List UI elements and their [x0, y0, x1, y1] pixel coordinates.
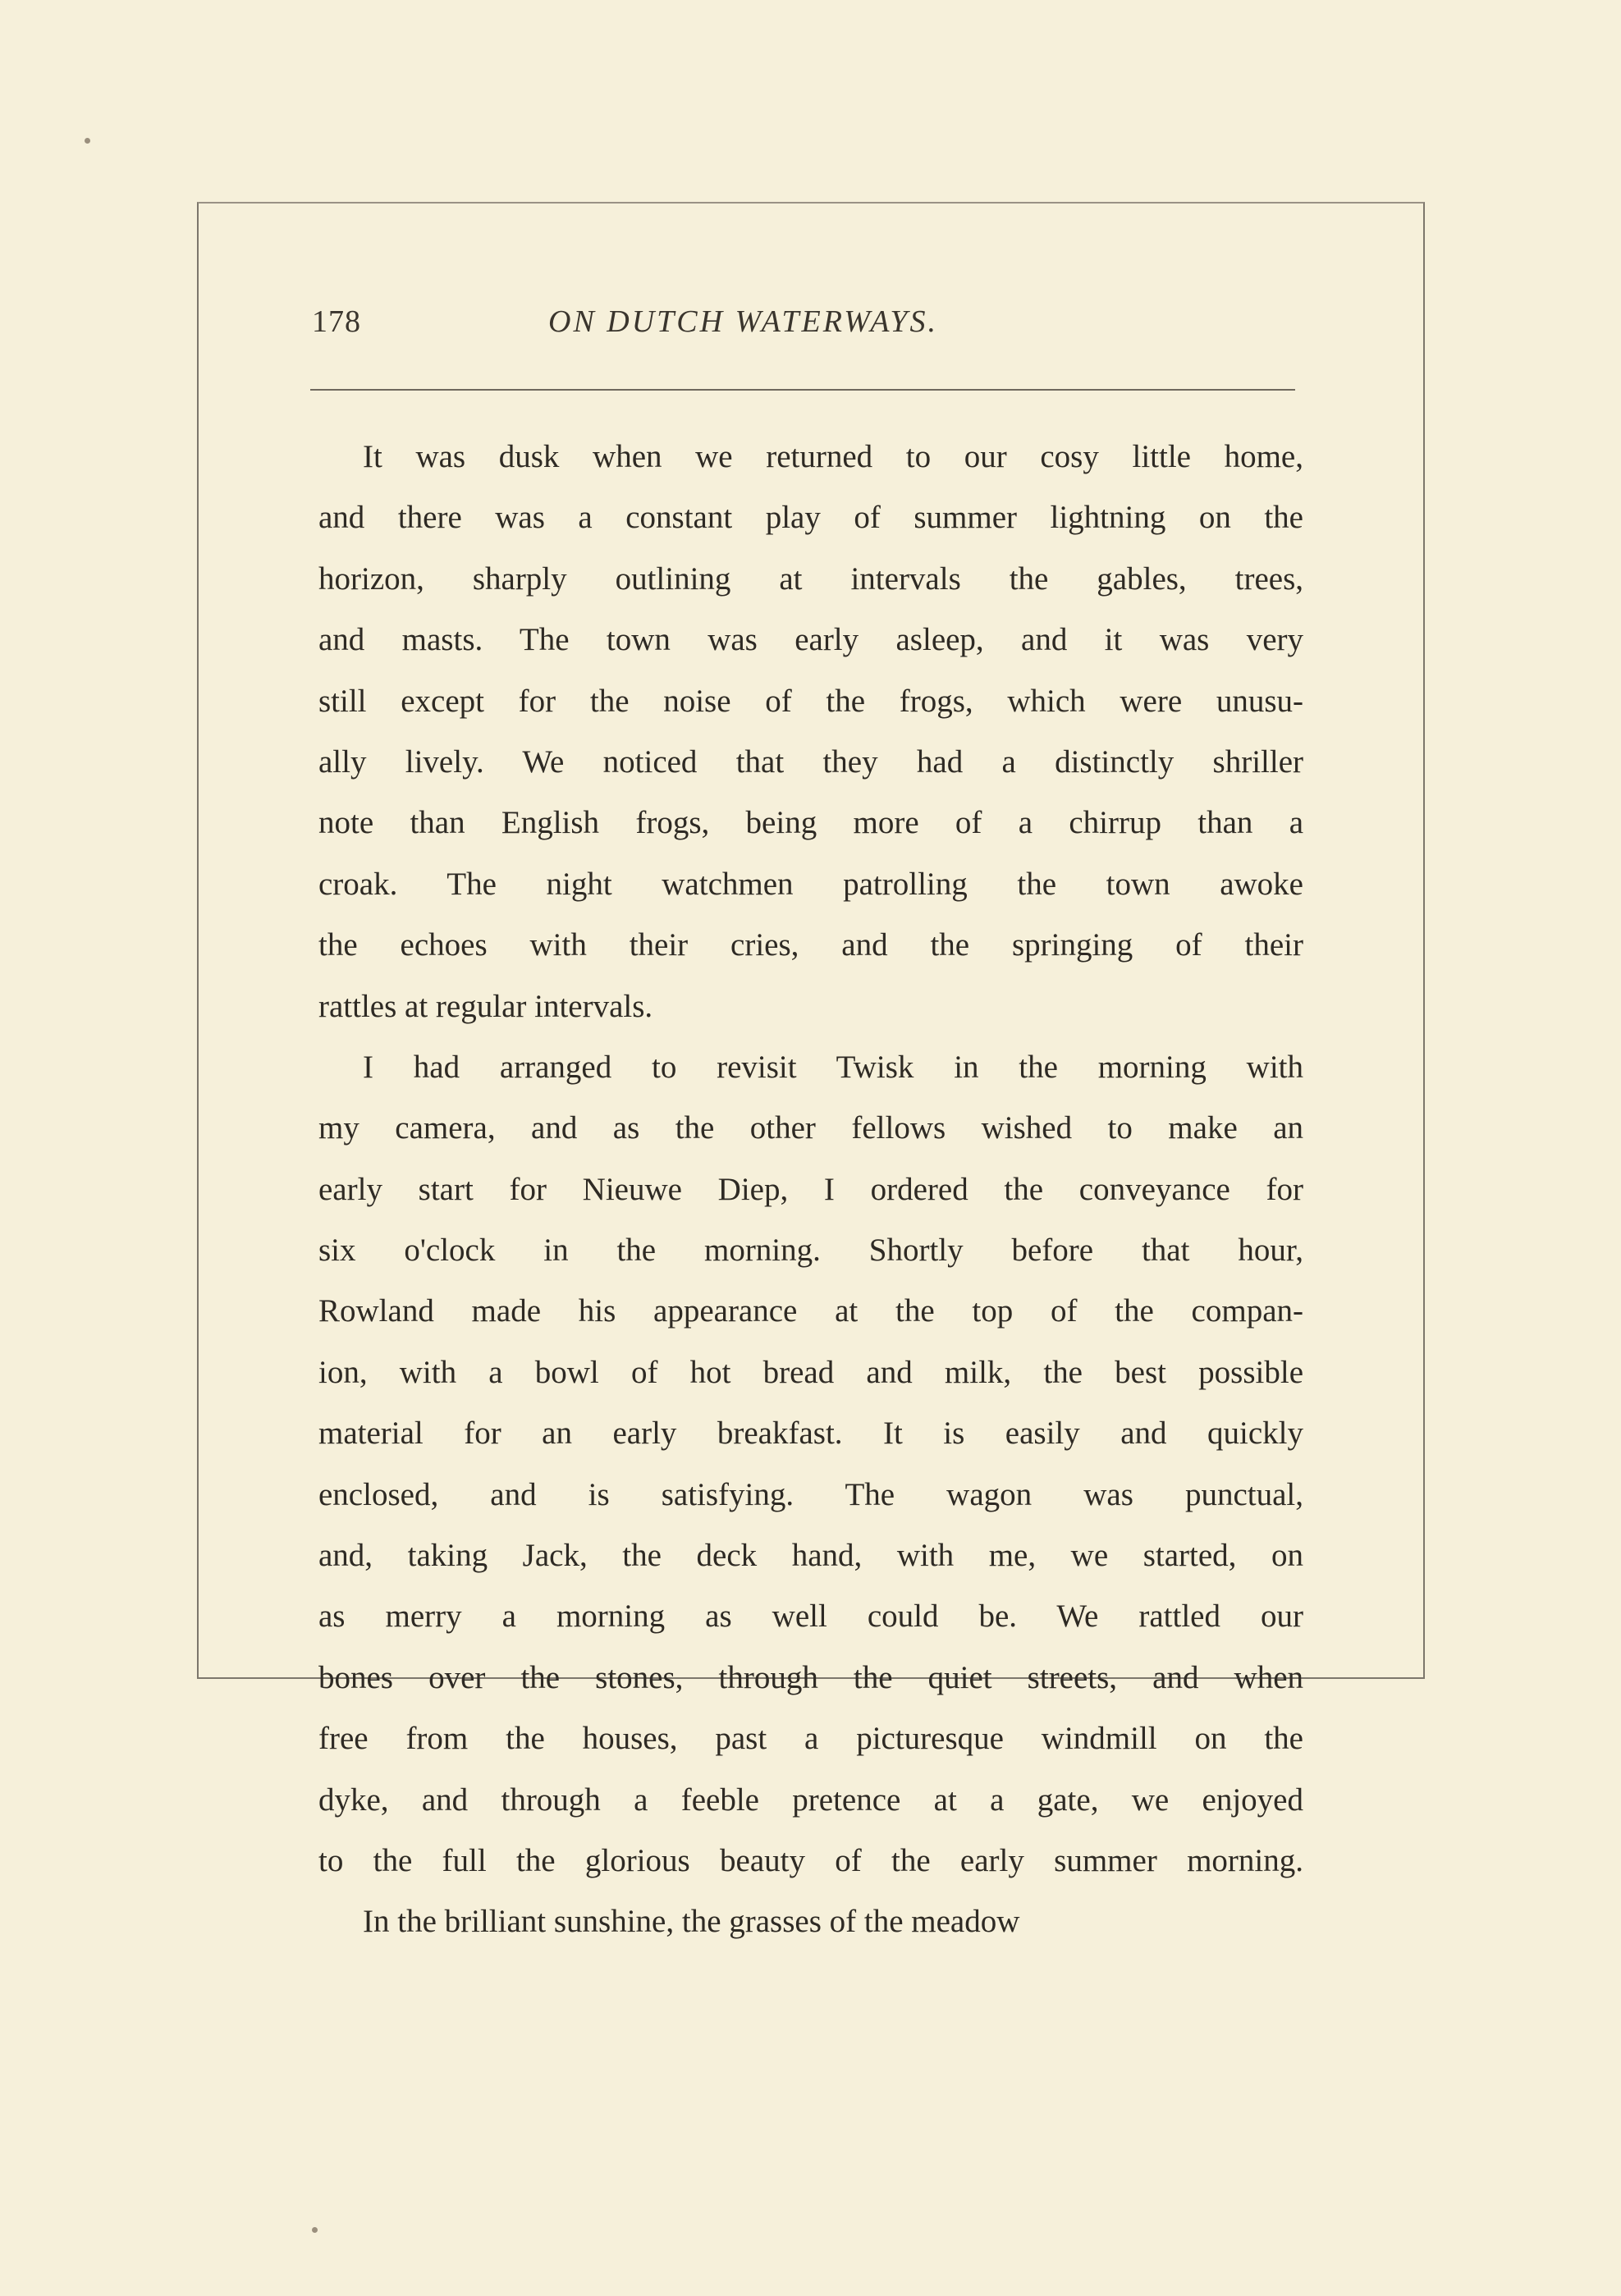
text-line: early start for Nieuwe Diep, I ordered the conveyance for [318, 1171, 1303, 1207]
text-line: Rowland made his appearance at the top of the compan- [318, 1293, 1303, 1329]
text-line: rattles at regular intervals. [318, 988, 653, 1024]
text-line: still except for the noise of the frogs, which were unusu- [318, 683, 1303, 719]
paper-speck [85, 138, 90, 144]
text-line: the echoes with their cries, and the springing of their [318, 927, 1303, 963]
page-header [312, 304, 1297, 353]
text-line: horizon, sharply outlining at intervals the gables, trees, [318, 560, 1303, 597]
header-rule [310, 389, 1295, 391]
page-number: 178 [312, 304, 361, 339]
text-line: dyke, and through a feeble pretence at a gate, we enjoyed [318, 1781, 1303, 1818]
text-line: croak. The night watchmen patrolling the town awoke [318, 866, 1303, 902]
text-line: It was dusk when we returned to our cosy little home, [363, 439, 1303, 474]
text-line: as merry a morning as well could be. We rattled our [318, 1599, 1303, 1635]
text-line: free from the houses, past a picturesque windmill on the [318, 1721, 1303, 1757]
text-line: ion, with a bowl of hot bread and milk, the best possible [318, 1354, 1303, 1390]
text-line: material for an early breakfast. It is easily and quickly [318, 1416, 1303, 1452]
paper-speck [312, 2227, 318, 2233]
text-line: six o'clock in the morning. Shortly before that hour, [318, 1233, 1303, 1269]
text-line: ally lively. We noticed that they had a distinctly shriller [318, 743, 1303, 780]
text-line: In the brilliant sunshine, the grasses of the meadow [363, 1904, 1020, 1940]
text-line: and there was a constant play of summer lightning on the [318, 500, 1303, 536]
text-line: note than English frogs, being more of a chirrup than a [318, 805, 1303, 841]
text-line: enclosed, and is satisfying. The wagon was punctual, [318, 1476, 1303, 1512]
text-line: bones over the stones, through the quiet streets, and when [318, 1659, 1303, 1695]
body-text [318, 427, 1303, 1953]
text-line: to the full the glorious beauty of the early summer morning. [318, 1842, 1303, 1878]
text-line: my camera, and as the other fellows wished to make an [318, 1110, 1303, 1146]
text-line: and masts. The town was early asleep, and it was very [318, 622, 1303, 658]
text-line: I had arranged to revisit Twisk in the morning with [363, 1049, 1303, 1085]
running-head: ON DUTCH WATERWAYS. [548, 304, 939, 339]
text-line: and, taking Jack, the deck hand, with me, we started, on [318, 1538, 1303, 1574]
